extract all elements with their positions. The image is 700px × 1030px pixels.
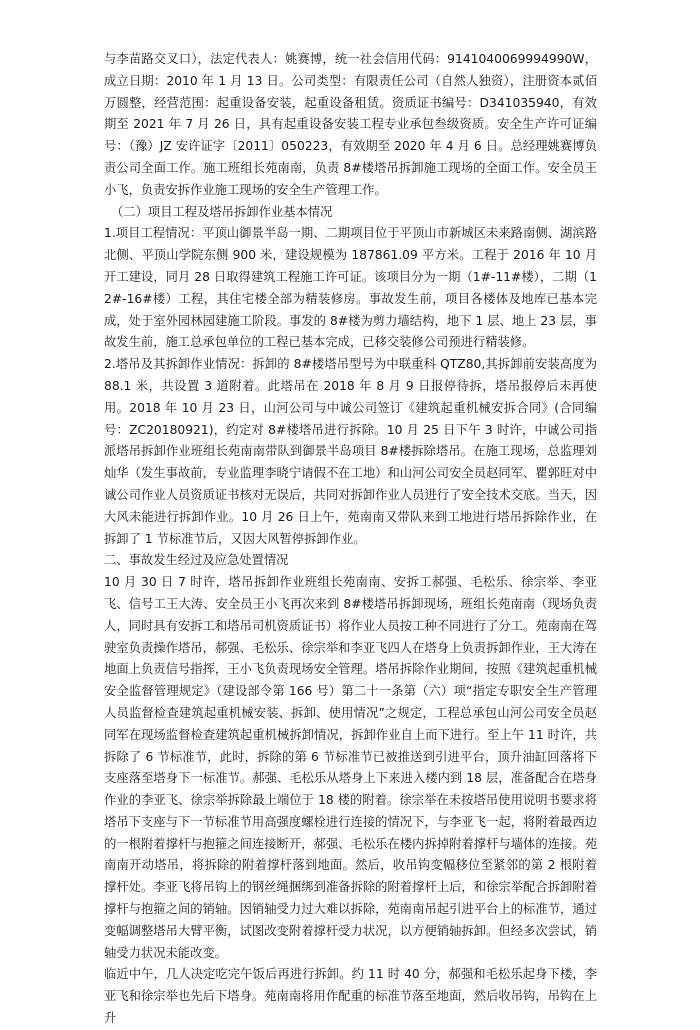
paragraph-company-info: 与李苗路交叉口），法定代表人：姚赛博，统一社会信用代码：9141040069994990W，成立日期：2010 年 1 月 13 日。公司类型：有限责任公司（自然人独资），注册资本贰佰万圆整，经营范围：起重设备安装，起重设备租赁。资质证书编号：D341035940，有效期至 2021 年 7 月 26 日，具有起重设备安装工程专业承包叁级资质。安全生产许可证编号：（豫）JZ 安许证字〔2011〕050223，有效期至 2020 年 4 月 6 日。总经理姚赛博负责公司全面工作。施工班组长苑南南，负责 8#楼塔吊拆卸施工现场的全面工作。安全员王小飞，负责安拆作业施工现场的安全生产管理工作。 [104,52,597,197]
paragraph-accident-process: 10 月 30 日 7 时许，塔吊拆卸作业班组长苑南南、安拆工郝强、毛松乐、徐宗举、李亚飞、信号工王大涛、安全员王小飞再次来到 8#楼塔吊拆卸现场，班组长苑南南（现场负责人，同时具有安拆工和塔吊司机资质证书）将作业人员按工种不同进行了分工。苑南南在驾驶室负责操作塔吊，郝强、毛松乐、徐宗举和李亚飞四人在塔身上负责拆卸作业，王大涛在地面上负责信号指挥，王小飞负责现场安全管理。塔吊拆除作业期间，按照《建筑起重机械安全监督管理规定》（建设部令第 166 号）第二十一条第（六）项“指定专职安全生产管理人员监督检查建筑起重机械安装、拆卸、使用情况”之规定，工程总承包山河公司安全员赵同军在现场监督检查建筑起重机械拆卸情况，拆卸作业自上而下进行。至上午 11 时许，共拆除了 6 节标准节，此时，拆除的第 6 节标准节已被推送到引进平台，顶升油缸回落将下支座落至塔身下一标准节。郝强、毛松乐从塔身上下来进入楼内到 18 层，准备配合在塔身作业的李亚飞、徐宗举拆除最上端位于 18 楼的附着。徐宗举在未按塔吊使用说明书要求将塔吊下支座与下一节标准节用高强度螺栓进行连接的情况下，与李亚飞一起，将附着最西边的一根附着撑杆与抱箍之间连接断开，郝强、毛松乐在楼内拆掉附着撑杆与墙体的连接。苑南南开动塔吊，将拆除的附着撑杆落到地面。然后，收吊钩变幅移位至紧邻的第 2 根附着撑杆处。李亚飞将吊钩上的钢丝绳捆绑到准备拆除的附着撑杆上后，和徐宗举配合拆卸附着撑杆与抱箍之间的销轴。因销轴受力过大难以拆除，苑南南吊起引进平台上的标准节，通过变幅调整塔吊大臂平衡，试图改变附着撑杆受力状况，以方便销轴拆卸。但经多次尝试，销轴受力状况未能改变。 [104,575,597,960]
paragraph-before-noon: 临近中午，几人决定吃完午饭后再进行拆卸。约 11 时 40 分，郝强和毛松乐起身下楼，李亚飞和徐宗举也先后下塔身。苑南南将用作配重的标准节落至地面，然后收吊钩，吊钩在上升 [104,967,597,1026]
subheading-project-info: （二）项目工程及塔吊拆卸作业基本情况 [111,204,333,219]
document-page [104,49,597,1030]
paragraph-project-overview: 1.项目工程情况：平顶山御景半岛一期、二期项目位于平顶山市新城区未来路南侧、湖滨路北侧、平顶山学院东侧 900 米，建设规模为 187861.09 平方米。工程于 2016 年 10 月开工建设，同月 28 日取得建筑工程施工许可证。该项目分为一期（1#-11#楼），二期（12#-16#楼）工程，其住宅楼全部为精装修房。事故发生前，项目各楼体及地库已基本完成，处于室外园林园建施工阶段。事发的 8#楼为剪力墙结构，地下 1 层、地上 23 层，事故发生前，施工总承包单位的工程已基本完成，已移交装修公司预进行精装修。 [104,226,597,350]
heading-accident-process: 二、事故发生经过及应急处置情况 [104,553,289,568]
paragraph-crane-dismantling: 2.塔吊及其拆卸作业情况：拆卸的 8#楼塔吊型号为中联重科 QTZ80,其拆卸前安装高度为 88.1 米，共设置 3 道附着。此塔吊在 2018 年 8 月 9 日报停待拆，塔吊报停后未再使用。2018 年 10 月 23 日，山河公司与中诚公司签订《建筑起重机械安拆合同》(合同编号：ZC20180921)，约定对 8#楼塔吊进行拆除。10 月 25 日下午 3 时许，中诚公司指派塔吊拆卸作业班组长苑南南带队到御景半岛项目 8#楼拆除塔吊。在施工现场，总监理刘灿华（发生事故前，专业监理李晓宁请假不在工地）和山河公司安全员赵同军、瞿郭旺对中诚公司作业人员资质证书核对无误后，共同对拆卸作业人员进行了安全技术交底。当天，因大风未能进行拆卸作业。10 月 26 日上午，苑南南又带队来到工地进行塔吊拆除作业，在拆卸了 1 节标准节后，又因大风暂停拆卸作业。 [104,357,597,546]
